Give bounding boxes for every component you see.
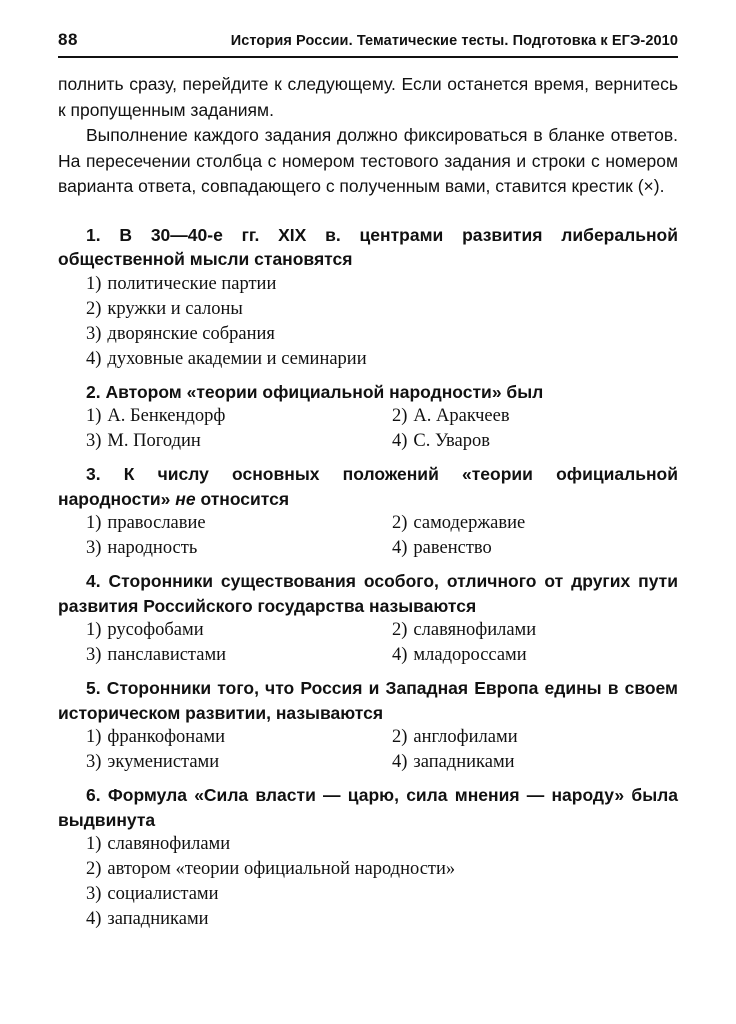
intro-paragraph-2: Выполнение каждого задания должно фиксироваться в бланке ответов. На пересечении столбца с номером тестового задания и строки с номером варианта ответа, совпадающего с полученным вами, ставится крестик (×).: [58, 125, 678, 196]
question-text: 5. Сторонники того, что Россия и Западная Европа едины в своем историческом развитии, называются: [58, 678, 678, 723]
option-text: равенство: [413, 538, 492, 558]
option-number: 3): [86, 645, 102, 665]
option-number: 4): [392, 431, 408, 451]
option-number: 4): [86, 348, 102, 369]
answer-options: [58, 618, 678, 668]
answer-options: [58, 725, 678, 775]
option-number: 3): [86, 884, 102, 904]
option-text: славянофилами: [107, 834, 231, 854]
option-text: русофобами: [107, 620, 204, 640]
answer-option: [86, 429, 392, 454]
answer-option: [392, 429, 678, 454]
answer-option: [86, 882, 678, 907]
option-number: 2): [86, 298, 102, 319]
question-text-end: относится: [200, 488, 290, 509]
option-text: экуменистами: [107, 752, 220, 772]
option-text: социалистами: [107, 884, 219, 904]
answer-options: [58, 832, 678, 932]
option-number: 4): [86, 909, 102, 929]
option-text: дворянские собрания: [107, 323, 275, 344]
option-number: 1): [86, 727, 102, 747]
question-6: [58, 783, 678, 932]
question-text: 4. Сторонники существования особого, отличного от других пути развития Российского государства называются: [58, 571, 678, 616]
question-5: [58, 676, 678, 775]
option-number: 1): [86, 620, 102, 640]
answer-option: [86, 750, 392, 775]
question-text: 2. Автором «теории официальной народности» был: [86, 381, 544, 402]
option-text: духовные академии и семинарии: [107, 348, 367, 369]
option-number: 1): [86, 834, 102, 854]
option-number: 3): [86, 323, 102, 344]
answer-option: [86, 618, 392, 643]
option-text: франкофонами: [107, 727, 226, 747]
option-text: западниками: [107, 909, 209, 929]
answer-option: [86, 404, 392, 429]
option-number: 1): [86, 273, 102, 294]
option-number: 2): [392, 406, 408, 426]
answer-option: [86, 297, 678, 322]
option-number: 4): [392, 538, 408, 558]
option-number: 3): [86, 752, 102, 772]
option-text: западниками: [413, 752, 515, 772]
answer-option: [392, 750, 678, 775]
question-4: [58, 569, 678, 668]
answer-option: [392, 404, 678, 429]
answer-option: [86, 907, 678, 932]
page-number: 88: [58, 30, 78, 49]
option-number: 1): [86, 513, 102, 533]
option-text: славянофилами: [413, 620, 537, 640]
option-text: народность: [107, 538, 198, 558]
option-text: англофилами: [413, 727, 518, 747]
running-title: История России. Тематические тесты. Подготовка к ЕГЭ-2010: [230, 33, 678, 49]
answer-option: [392, 511, 678, 536]
answer-option: [86, 322, 678, 347]
question-3: [58, 462, 678, 561]
option-number: 4): [392, 752, 408, 772]
answer-option: [392, 725, 678, 750]
option-text: М. Погодин: [107, 431, 201, 451]
option-number: 2): [86, 859, 102, 879]
option-text: панславистами: [107, 645, 227, 665]
question-text: 6. Формула «Сила власти — царю, сила мнения — народу» была выдвинута: [58, 785, 678, 830]
option-text: автором «теории официальной народности»: [107, 859, 456, 879]
option-number: 3): [86, 431, 102, 451]
answer-options: [58, 511, 678, 561]
answer-option: [86, 347, 678, 372]
option-text: А. Аракчеев: [413, 406, 510, 426]
answer-option: [392, 618, 678, 643]
question-1: [58, 223, 678, 372]
option-text: политические партии: [107, 273, 277, 294]
answer-options: [58, 272, 678, 372]
answer-option: [86, 511, 392, 536]
option-text: кружки и салоны: [107, 298, 243, 319]
question-negation: не: [175, 488, 196, 509]
questions-list: [58, 223, 678, 933]
answer-options: [58, 404, 678, 454]
question-text: 1. В 30—40-е гг. XIX в. центрами развития либеральной общественной мысли становятся: [58, 224, 678, 269]
option-text: самодержавие: [413, 513, 526, 533]
option-number: 2): [392, 620, 408, 640]
option-text: православие: [107, 513, 206, 533]
option-text: младороссами: [413, 645, 527, 665]
option-number: 2): [392, 513, 408, 533]
answer-option: [86, 857, 678, 882]
option-number: 1): [86, 406, 102, 426]
page: [58, 30, 678, 940]
option-number: 3): [86, 538, 102, 558]
answer-option: [392, 536, 678, 561]
answer-option: [86, 643, 392, 668]
question-text-start: 3. К числу основных положений «теории официальной народности»: [58, 464, 678, 509]
option-text: С. Уваров: [413, 431, 490, 451]
answer-option: [392, 643, 678, 668]
option-text: А. Бенкендорф: [107, 406, 226, 426]
answer-option: [86, 832, 678, 857]
option-number: 2): [392, 727, 408, 747]
intro-paragraph-1: полнить сразу, перейдите к следующему. Если останется время, вернитесь к пропущенным заданиям.: [58, 74, 678, 120]
option-number: 4): [392, 645, 408, 665]
page-header: [58, 30, 678, 58]
question-text: [58, 462, 678, 511]
intro-text: [58, 72, 678, 200]
answer-option: [86, 272, 678, 297]
question-2: [58, 380, 678, 455]
answer-option: [86, 536, 392, 561]
answer-option: [86, 725, 392, 750]
